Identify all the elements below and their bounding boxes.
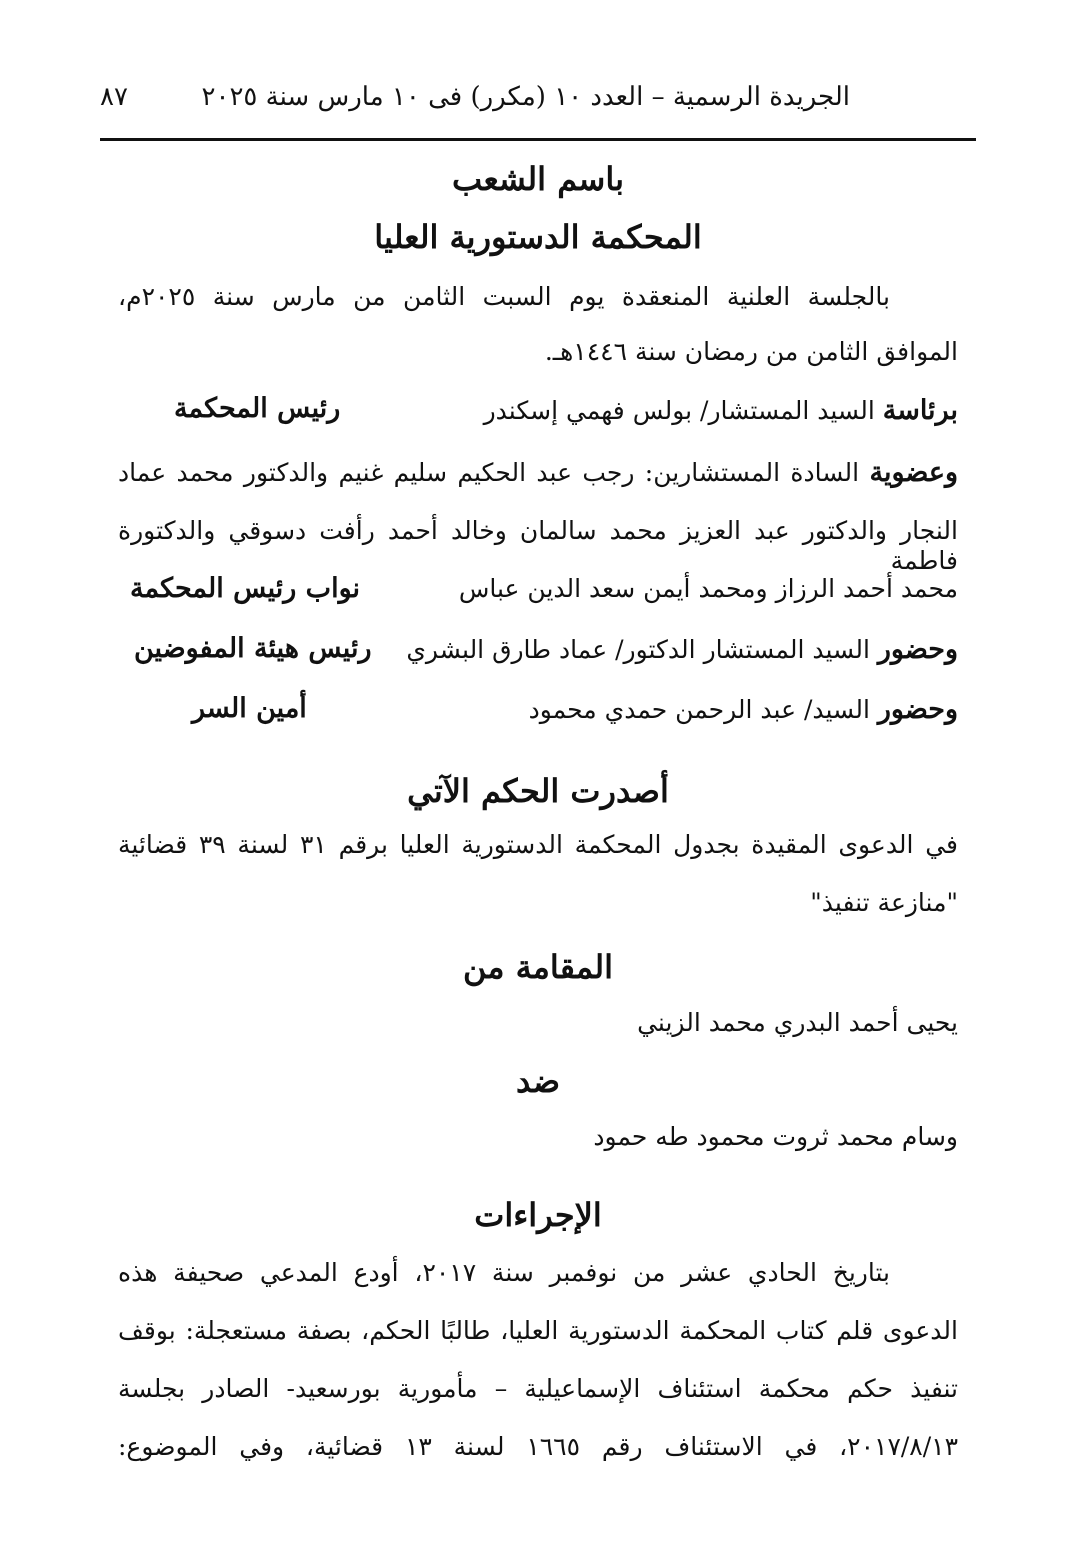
attendance-label-1: وحضور	[877, 634, 958, 665]
membership-line-3: محمد أحمد الرزاز ومحمد أيمن سعد الدين عباس	[458, 574, 958, 603]
presidency-text: السيد المستشار/ بولس فهمي إسكندر	[483, 396, 875, 425]
heading-court-name: المحكمة الدستورية العليا	[374, 218, 702, 256]
defendant-name: وسام محمد ثروت محمود طه حمود	[593, 1122, 958, 1151]
membership-title: نواب رئيس المحكمة	[130, 573, 361, 604]
session-line-2: الموافق الثامن من رمضان سنة ١٤٤٦هـ.	[544, 337, 958, 366]
gazette-header	[100, 82, 976, 122]
gazette-title: الجريدة الرسمية – العدد ١٠ (مكرر) فى ١٠ مارس سنة ٢٠٢٥	[201, 82, 850, 112]
header-divider	[100, 138, 976, 141]
heading-ruling: أصدرت الحكم الآتي	[407, 772, 669, 810]
presidency-label: برئاسة	[882, 395, 958, 426]
membership-line-1	[118, 457, 958, 489]
membership-text-1: السادة المستشارين: رجب عبد الحكيم سليم غنيم والدكتور محمد عماد	[118, 458, 860, 487]
heading-in-the-name-of-people: باسم الشعب	[452, 160, 624, 198]
case-line-1: في الدعوى المقيدة بجدول المحكمة الدستورية العليا برقم ٣١ لسنة ٣٩ قضائية	[118, 830, 958, 859]
session-line-1: بالجلسة العلنية المنعقدة يوم السبت الثامن من مارس سنة ٢٠٢٥م،	[118, 282, 890, 311]
heading-procedures: الإجراءات	[474, 1196, 602, 1234]
presidency-title: رئيس المحكمة	[174, 393, 341, 424]
attendance-title-2: أمين السر	[192, 693, 307, 724]
document-page	[100, 0, 976, 1566]
attendance-text-1: السيد المستشار الدكتور/ عماد طارق البشري	[406, 635, 870, 664]
case-line-2: "منازعة تنفيذ"	[810, 888, 958, 917]
plaintiff-name: يحيى أحمد البدري محمد الزيني	[637, 1008, 958, 1037]
attendance-title-1: رئيس هيئة المفوضين	[134, 633, 372, 664]
membership-line-2: النجار والدكتور عبد العزيز محمد سالمان وخالد أحمد رأفت دسوقي والدكتورة فاطمة	[118, 516, 958, 575]
membership-label: وعضوية	[869, 457, 958, 488]
procedures-line-3: تنفيذ حكم محكمة استئناف الإسماعيلية – مأمورية بورسعيد- الصادر بجلسة	[118, 1374, 958, 1403]
heading-filed-by: المقامة من	[462, 948, 613, 986]
attendance-text-2: السيد/ عبد الرحمن حمدي محمود	[528, 695, 870, 724]
procedures-line-2: الدعوى قلم كتاب المحكمة الدستورية العليا، طالبًا الحكم، بصفة مستعجلة: بوقف	[118, 1316, 958, 1345]
procedures-line-1: بتاريخ الحادي عشر من نوفمبر سنة ٢٠١٧، أودع المدعي صحيفة هذه	[118, 1258, 890, 1287]
attendance-label-2: وحضور	[877, 694, 958, 725]
procedures-line-4: ٢٠١٧/٨/١٣، في الاستئناف رقم ١٦٦٥ لسنة ١٣ قضائية، وفي الموضوع:	[118, 1432, 958, 1461]
heading-versus: ضد	[516, 1062, 560, 1100]
page-number: ٨٧	[100, 82, 128, 112]
